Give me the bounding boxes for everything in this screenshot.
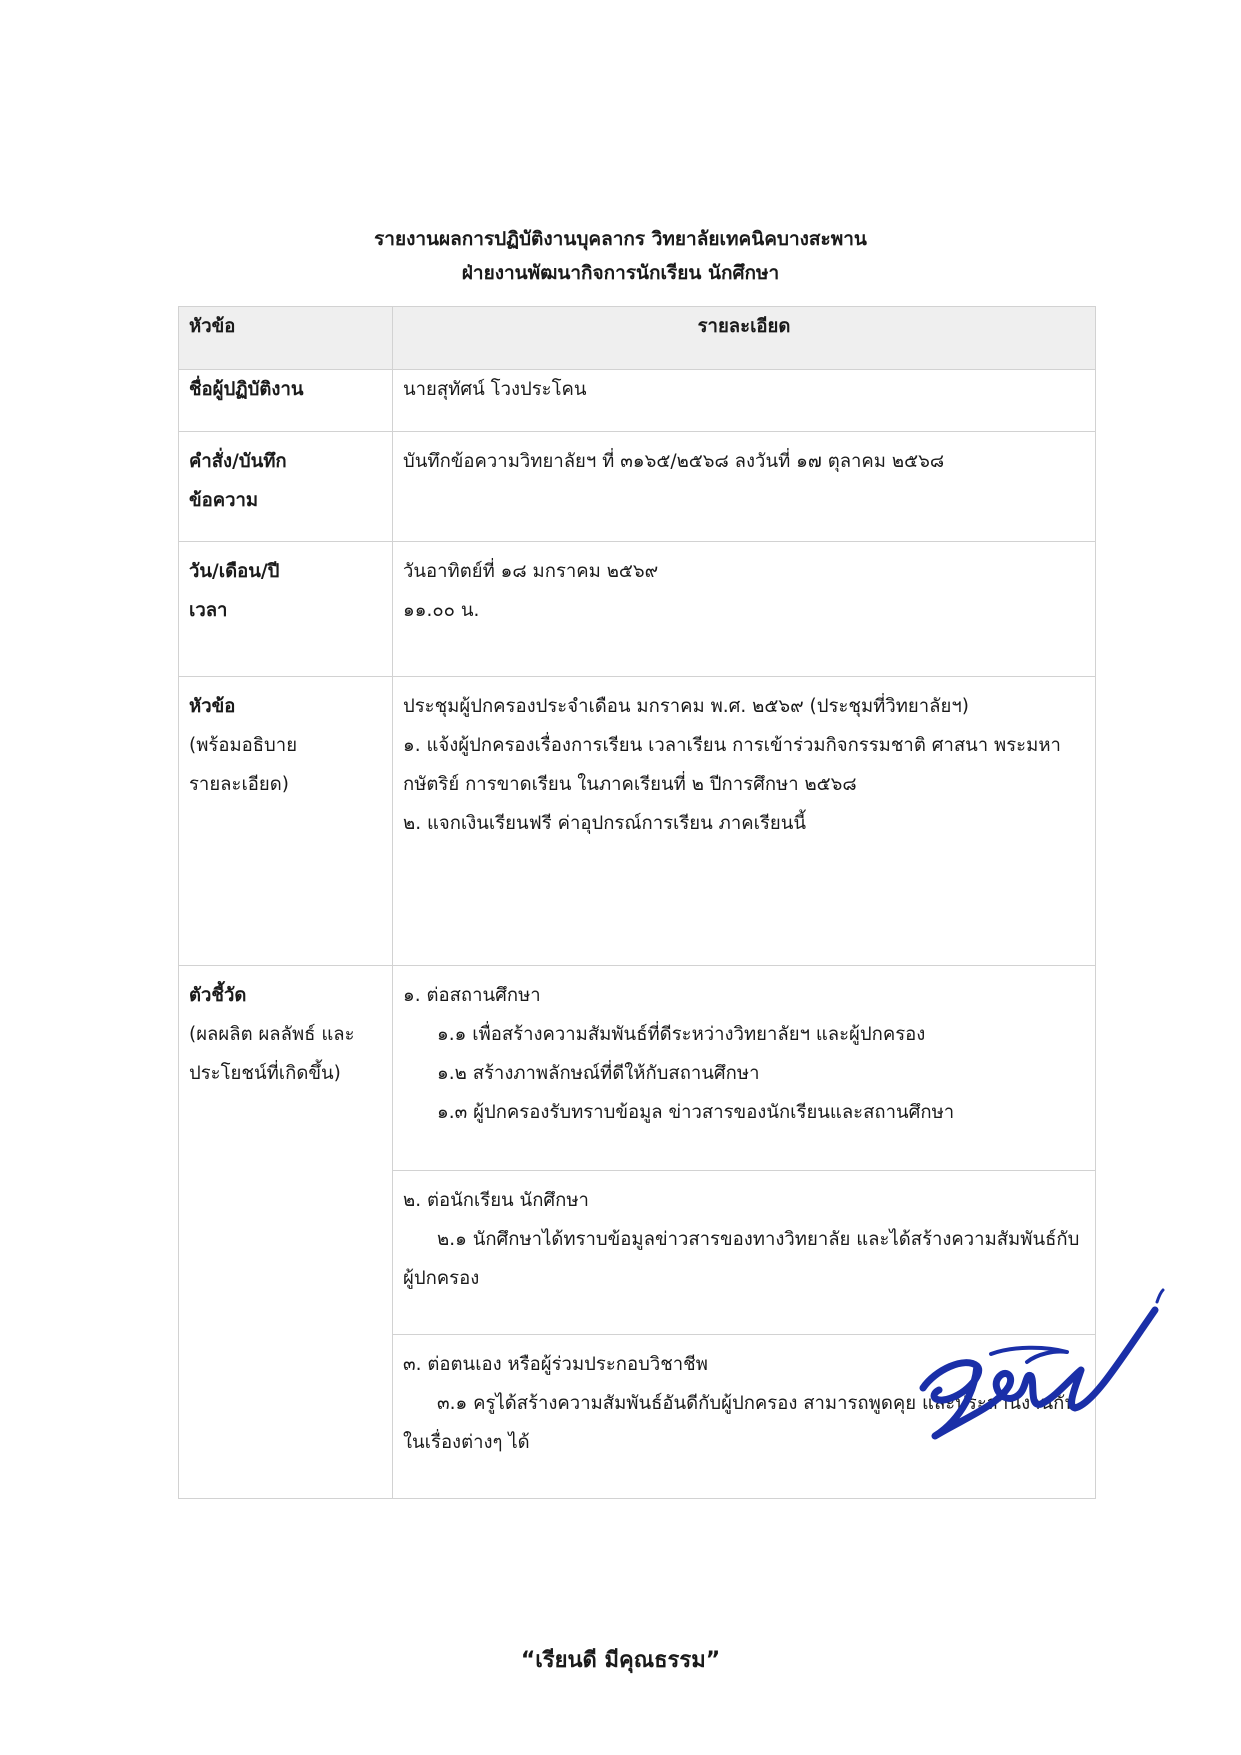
performer-label: ชื่อผู้ปฏิบัติงาน [179, 370, 393, 432]
indicator-group-1 [393, 966, 1096, 1171]
topic-detail-line-1: ประชุมผู้ปกครองประจำเดือน มกราคม พ.ศ. ๒๕๖๙ (ประชุมที่วิทยาลัยฯ) [403, 696, 969, 717]
title-line-1: รายงานผลการปฏิบัติงานบุคลากร วิทยาลัยเทคนิคบางสะพาน [374, 228, 867, 250]
footer-motto: “เรียนดี มีคุณธรรม” [520, 1648, 721, 1673]
order-label-line-2: ข้อความ [189, 490, 259, 511]
signature-strokes [923, 1290, 1163, 1436]
topic-sublabel-line-1: (พร้อมอธิบาย [189, 735, 298, 756]
date-value-time: ๑๑.๐๐ น. [403, 600, 480, 621]
indicators-label-main: ตัวชี้วัด [189, 985, 247, 1006]
header-topic: หัวข้อ [179, 307, 393, 370]
handwritten-signature [905, 1258, 1185, 1458]
topic-label [179, 677, 393, 966]
topic-detail-line-2: ๑. แจ้งผู้ปกครองเรื่องการเรียน เวลาเรียน การเข้าร่วมกิจกรรมชาติ ศาสนา พระมหากษัตริย์ การขาดเรียน ในภาคเรียนที่ ๒ ปีการศึกษา ๒๕๖๘ [403, 735, 1061, 795]
indicator-group-2-heading: ๒. ต่อนักเรียน นักศึกษา [403, 1190, 589, 1211]
signature-stroke-tick [1157, 1290, 1163, 1302]
date-value-date: วันอาทิตย์ที่ ๑๘ มกราคม ๒๕๖๙ [403, 561, 659, 582]
topic-detail-line-3: ๒. แจกเงินเรียนฟรี ค่าอุปกรณ์การเรียน ภาคเรียนนี้ [403, 813, 807, 834]
signature-stroke-main [923, 1310, 1155, 1436]
topic-label-main: หัวข้อ [189, 696, 236, 717]
indicators-sublabel-line-1: (ผลผลิต ผลลัพธ์ และ [189, 1024, 355, 1045]
table-row-date [179, 542, 1096, 677]
table-row-indicators-1 [179, 966, 1096, 1171]
order-label [179, 432, 393, 542]
indicator-group-1-heading: ๑. ต่อสถานศึกษา [403, 985, 541, 1006]
document-title [0, 222, 1241, 290]
indicators-sublabel-line-2: ประโยชน์ที่เกิดขึ้น) [189, 1063, 341, 1084]
table-row-order [179, 432, 1096, 542]
date-label [179, 542, 393, 677]
indicator-1-3: ๑.๓ ผู้ปกครองรับทราบข้อมูล ข่าวสารของนักเรียนและสถานศึกษา [437, 1102, 955, 1123]
title-line-2: ฝ่ายงานพัฒนากิจการนักเรียน นักศึกษา [461, 262, 780, 284]
indicator-2-1: ๒.๑ นักศึกษาได้ทราบข้อมูลข่าวสารของทางวิทยาลัย และได้สร้างความสัมพันธ์กับผู้ปกครอง [403, 1229, 1080, 1289]
date-value [393, 542, 1096, 677]
table-row-performer [179, 370, 1096, 432]
table-header-row [179, 307, 1096, 370]
order-value: บันทึกข้อความวิทยาลัยฯ ที่ ๓๑๖๕/๒๕๖๘ ลงวันที่ ๑๗ ตุลาคม ๒๕๖๘ [393, 432, 1096, 542]
topic-sublabel-line-2: รายละเอียด) [189, 774, 289, 795]
indicator-group-3-heading: ๓. ต่อตนเอง หรือผู้ร่วมประกอบวิชาชีพ [403, 1354, 708, 1375]
header-detail: รายละเอียด [393, 307, 1096, 370]
indicators-label [179, 966, 393, 1499]
order-label-line-1: คำสั่ง/บันทึก [189, 451, 287, 472]
indicator-1-2: ๑.๒ สร้างภาพลักษณ์ที่ดีให้กับสถานศึกษา [437, 1063, 760, 1084]
table-row-topic [179, 677, 1096, 966]
indicator-1-1: ๑.๑ เพื่อสร้างความสัมพันธ์ที่ดีระหว่างวิทยาลัยฯ และผู้ปกครอง [437, 1024, 926, 1045]
date-label-line-2: เวลา [189, 600, 228, 621]
topic-detail [393, 677, 1096, 966]
signature-stroke-flourish [991, 1348, 1067, 1362]
indicator-3-1: ๓.๑ ครูได้สร้างความสัมพันธ์อันดีกับผู้ปกครอง สามารถพูดคุย และประสานงานกันในเรื่องต่างๆ ได้ [403, 1393, 1077, 1453]
date-label-line-1: วัน/เดือน/ปี [189, 561, 280, 582]
performer-value: นายสุทัศน์ โวงประโคน [393, 370, 1096, 432]
